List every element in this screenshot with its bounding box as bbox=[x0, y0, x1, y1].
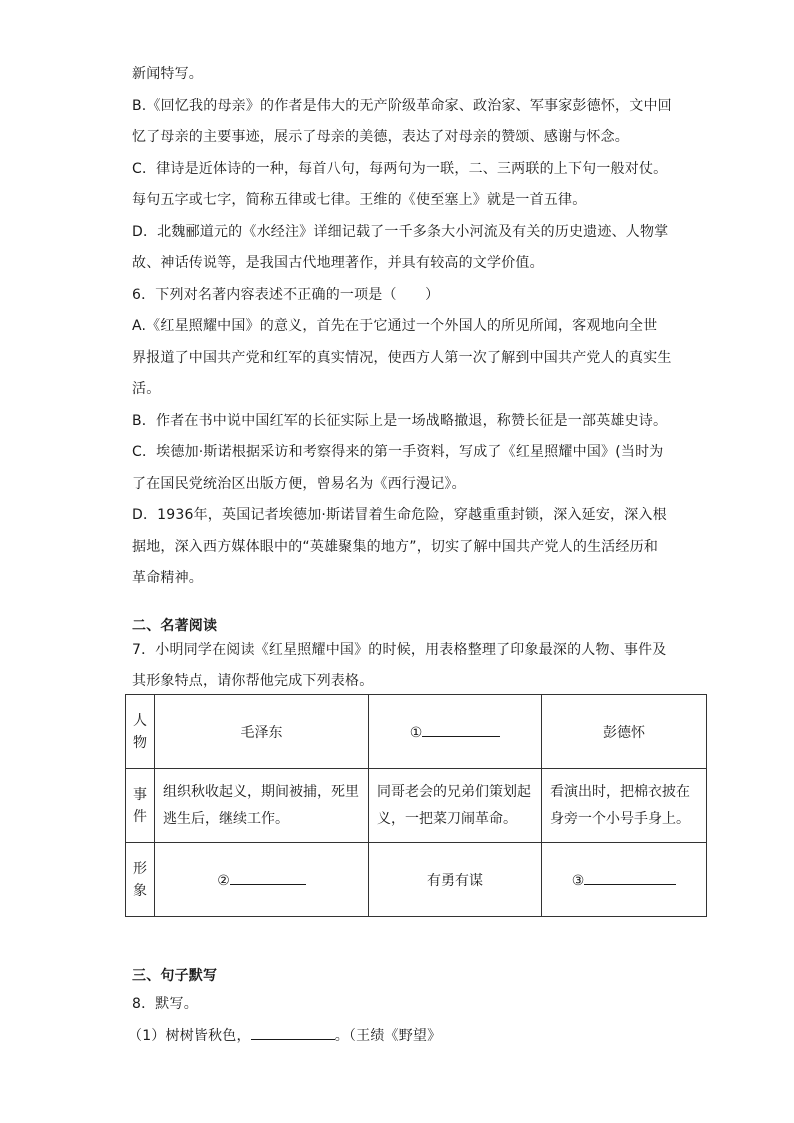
q6-option-c-line-2: 了在国民党统治区出版方便，曾易名为《西行漫记》。 bbox=[132, 476, 466, 492]
question-7-line-2: 其形象特点，请你帮他完成下列表格。 bbox=[132, 673, 374, 689]
table-row-event bbox=[126, 769, 707, 843]
option-c-line-1: C．律诗是近体诗的一种，每首八句，每两句为一联，二、三两联的上下句一般对仗。 bbox=[132, 161, 668, 177]
q6-option-d-line-3: 革命精神。 bbox=[132, 570, 203, 586]
row-header-person: 人 物 bbox=[126, 695, 155, 769]
q6-option-a-line-3: 活。 bbox=[132, 381, 161, 397]
option-c-line-2: 每句五字或七字，简称五律或七律。王维的《使至塞上》就是一首五律。 bbox=[132, 192, 587, 208]
answer-blank-2[interactable] bbox=[230, 870, 306, 885]
answer-blank-3[interactable] bbox=[584, 870, 676, 885]
table-row-person bbox=[126, 695, 707, 769]
q6-option-b: B．作者在书中说中国红军的长征实际上是一场战略撤退，称赞长征是一部英雄史诗。 bbox=[132, 413, 668, 429]
person-cell-2[interactable]: ① bbox=[369, 695, 542, 769]
image-cell-2: 有勇有谋 bbox=[369, 843, 542, 917]
event-cell-2: 同哥老会的兄弟们策划起义，一把菜刀闹革命。 bbox=[369, 769, 542, 843]
q6-option-c-line-1: C．埃德加·斯诺根据采访和考察得来的第一手资料，写成了《红星照耀中国》(当时为 bbox=[132, 444, 664, 460]
event-cell-1: 组织秋收起义，期间被捕，死里逃生后，继续工作。 bbox=[155, 769, 369, 843]
row-header-event: 事 件 bbox=[126, 769, 155, 843]
option-b-line-1: B.《回忆我的母亲》的作者是伟大的无产阶级革命家、政治家、军事家彭德怀，文中回 bbox=[132, 98, 672, 114]
section-heading-2: 二、名著阅读 bbox=[132, 618, 218, 634]
dictation-line-1: （1）树树皆秋色， 。（王绩《野望》 bbox=[128, 1025, 441, 1046]
table-row-image bbox=[126, 843, 707, 917]
option-d-line-2: 故、神话传说等，是我国古代地理著作，并具有较高的文学价值。 bbox=[132, 255, 544, 271]
answer-blank-4[interactable] bbox=[251, 1025, 335, 1040]
answer-blank-1[interactable] bbox=[422, 722, 500, 737]
image-cell-3[interactable]: ③ bbox=[542, 843, 707, 917]
person-cell-1: 毛泽东 bbox=[155, 695, 369, 769]
section-heading-3: 三、句子默写 bbox=[132, 968, 218, 984]
q6-option-d-line-2: 据地，深入西方媒体眼中的“英雄聚集的地方”，切实了解中国共产党人的生活经历和 bbox=[132, 539, 659, 555]
question-8: 8．默写。 bbox=[132, 996, 198, 1012]
question-6: 6．下列对名著内容表述不正确的一项是（ ） bbox=[132, 287, 440, 303]
q6-option-d-line-1: D．1936年，英国记者埃德加·斯诺冒着生命危险，穿越重重封锁，深入延安，深入根 bbox=[132, 507, 667, 523]
text-line: 新闻特写。 bbox=[132, 66, 203, 82]
q6-option-a-line-2: 界报道了中国共产党和红军的真实情况，使西方人第一次了解到中国共产党人的真实生 bbox=[132, 350, 672, 366]
row-header-image: 形 象 bbox=[126, 843, 155, 917]
q6-option-a-line-1: A.《红星照耀中国》的意义，首先在于它通过一个外国人的所见所闻，客观地向全世 bbox=[132, 318, 658, 334]
event-cell-3: 看演出时，把棉衣披在身旁一个小号手身上。 bbox=[542, 769, 707, 843]
image-cell-1[interactable]: ② bbox=[155, 843, 369, 917]
question-7-line-1: 7．小明同学在阅读《红星照耀中国》的时候，用表格整理了印象最深的人物、事件及 bbox=[132, 642, 667, 658]
character-table bbox=[125, 694, 707, 917]
option-d-line-1: D．北魏郦道元的《水经注》详细记载了一千多条大小河流及有关的历史遗迹、人物掌 bbox=[132, 224, 669, 240]
person-cell-3: 彭德怀 bbox=[542, 695, 707, 769]
option-b-line-2: 忆了母亲的主要事迹，展示了母亲的美德，表达了对母亲的赞颂、感谢与怀念。 bbox=[132, 129, 629, 145]
